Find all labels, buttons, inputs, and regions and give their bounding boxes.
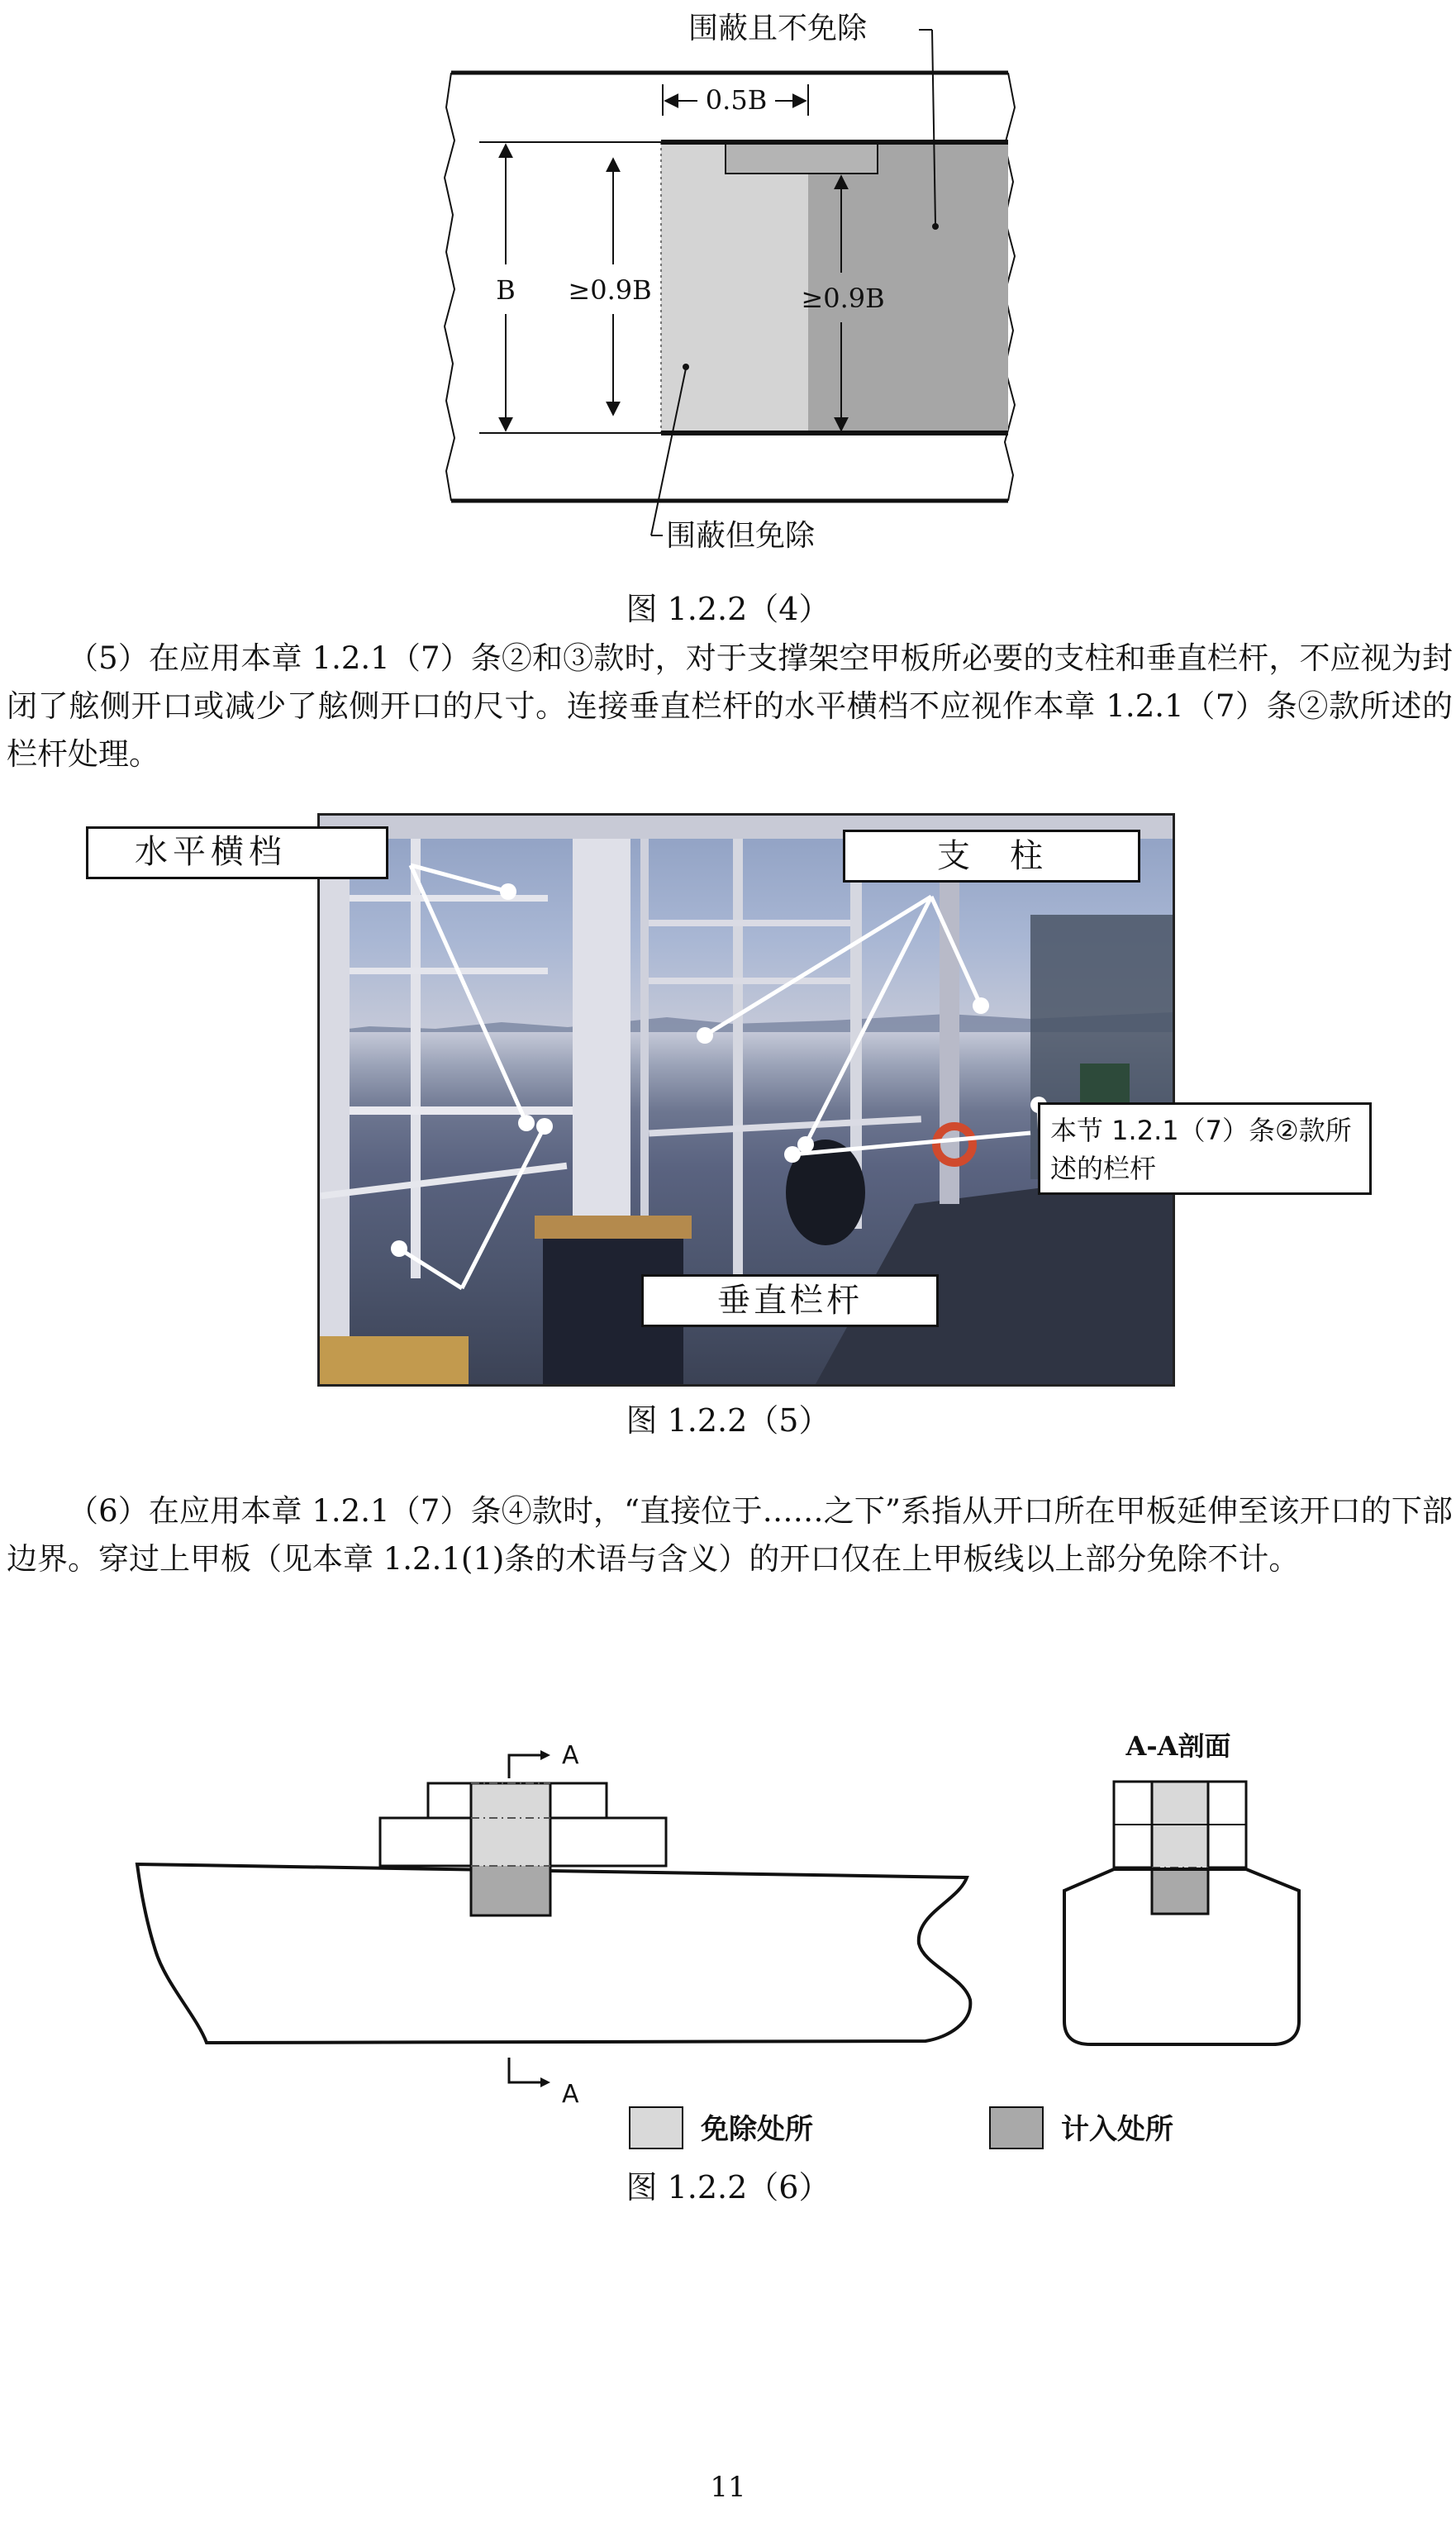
page-number: 11: [710, 2471, 746, 2504]
figure-6-caption: 图 1.2.2（6）: [626, 2169, 830, 2206]
label-vertical-rail: 垂直栏杆: [641, 1274, 939, 1327]
legend-counted-swatch: [990, 2107, 1043, 2148]
label-railing-reference: 本节 1.2.1（7）条②款所述的栏杆: [1038, 1102, 1372, 1195]
legend-exempt-label: 免除处所: [701, 2113, 813, 2146]
hull-outline: [137, 1864, 970, 2043]
legend-exempt-swatch: [630, 2107, 683, 2148]
section-title: A-A剖面: [1125, 1730, 1231, 1762]
paragraph-5-text: （5）在应用本章 1.2.1（7）条②和③款时，对于支撑架空甲板所必要的支柱和垂直栏杆，不应视为封闭了舷侧开口或减少了舷侧开口的尺寸。连接垂直栏杆的水平横档不应视作本章 1.2.1（7）条②款所述的栏杆处理。: [7, 640, 1453, 772]
figure-5-caption: 图 1.2.2（5）: [626, 1402, 830, 1439]
paragraph-6-text: （6）在应用本章 1.2.1（7）条④款时，“直接位于……之下”系指从开口所在甲板延伸至该开口的下部边界。穿过上甲板（见本章 1.2.1(1)条的术语与含义）的开口仅在上甲板线以上部分免除不计。: [7, 1493, 1453, 1577]
section-mark-top: A: [562, 1741, 579, 1770]
paragraph-6: [7, 1487, 1453, 1583]
section-mark-bottom: A: [562, 2080, 579, 2109]
figure-6-diagram: [0, 1702, 1456, 2165]
paragraph-5: [7, 635, 1453, 778]
label-enclosed-but-exempt: 围蔽但免除: [666, 519, 816, 553]
label-horizontal-rail: 水平横档: [86, 826, 388, 879]
dimension-09b-right: ≥0.9B: [801, 283, 885, 314]
opening-counted: [471, 1866, 550, 1915]
dimension-b: B: [496, 274, 516, 306]
opening-exempt: [471, 1783, 550, 1866]
legend-counted-label: 计入处所: [1061, 2113, 1173, 2146]
figure-4-caption: 图 1.2.2（4）: [626, 591, 830, 627]
dimension-09b-left: ≥0.9B: [568, 274, 652, 306]
exempt-region: [661, 142, 808, 433]
label-enclosed-not-exempt: 围蔽且不免除: [688, 12, 868, 45]
figure-4-diagram: [0, 0, 1456, 570]
dimension-half-b: 0.5B: [705, 84, 768, 116]
label-pillar: 支 柱: [843, 830, 1140, 883]
